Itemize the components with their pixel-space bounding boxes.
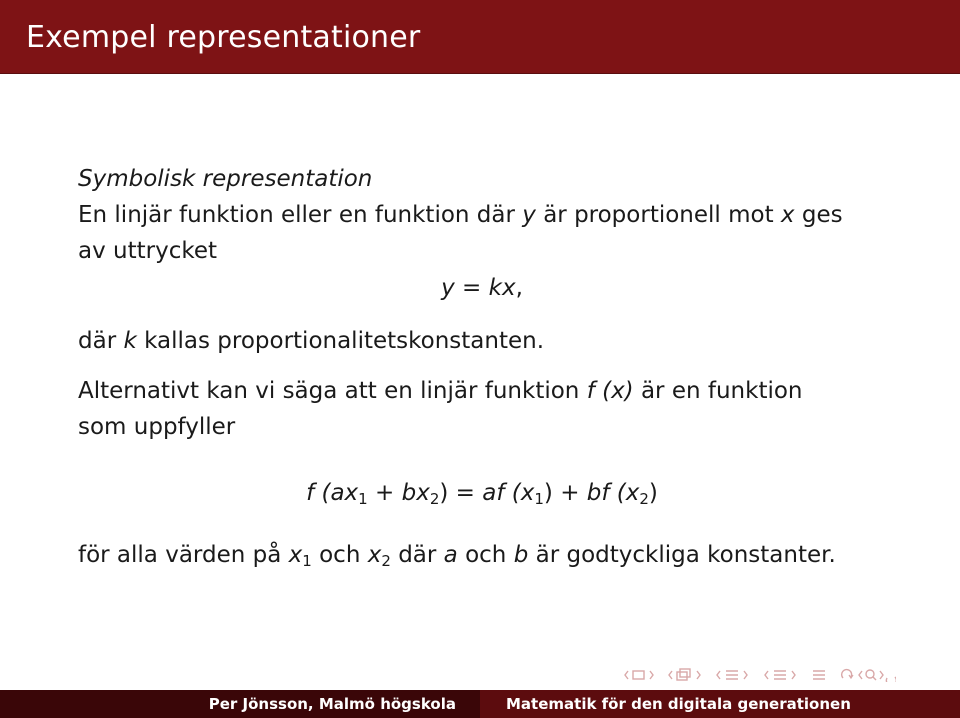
- math-var: k: [123, 328, 137, 354]
- paragraph-2: [78, 328, 544, 354]
- beamer-navigation: [624, 666, 896, 686]
- math-expr: af (x: [482, 480, 535, 506]
- footer-author: Per Jönsson, Malmö högskola: [0, 690, 480, 718]
- subscript: 1: [302, 552, 312, 570]
- paragraph-1-line-2: av uttrycket: [78, 238, 218, 264]
- slide-title: Exempel representationer: [26, 20, 421, 55]
- comma: ,: [515, 275, 523, 301]
- paragraph-1-line-1: [78, 202, 843, 228]
- paragraph-3-line-2: som uppfyller: [78, 414, 236, 440]
- subscript: 2: [381, 552, 391, 570]
- math-var: x: [780, 202, 795, 228]
- paragraph-3-line-1: [78, 378, 803, 404]
- subscript: 1: [358, 490, 368, 508]
- plus-sign: +: [367, 480, 402, 506]
- math-var: b: [513, 542, 529, 568]
- text: är en funktion: [633, 378, 803, 404]
- paragraph-4: [78, 542, 836, 570]
- nav-document-prev-next-icon[interactable]: [764, 667, 798, 686]
- nav-subsection-prev-next-icon[interactable]: [668, 667, 702, 686]
- paren: ): [648, 480, 658, 506]
- subscript: 1: [534, 490, 544, 508]
- text: Alternativt kan vi säga att en linjär funktion: [78, 378, 587, 404]
- text: ges: [794, 202, 843, 228]
- text: och: [311, 542, 368, 568]
- nav-frame-prev-next-icon[interactable]: [624, 667, 654, 686]
- math-var: kx: [488, 275, 516, 301]
- nav-appendix-icon[interactable]: [812, 667, 826, 686]
- equation-1: [78, 275, 886, 301]
- math-expr: bf (x: [586, 480, 640, 506]
- math-var: x: [367, 542, 382, 568]
- text: för alla värden på: [78, 542, 289, 568]
- math-var: y: [441, 275, 455, 301]
- text: kallas proportionalitetskonstanten.: [136, 328, 545, 354]
- text: En linjär funktion eller en funktion där: [78, 202, 523, 228]
- math-expr: f (x): [586, 378, 634, 404]
- equals-sign: =: [454, 275, 489, 301]
- math-var: y: [522, 202, 536, 228]
- math-var: a: [443, 542, 458, 568]
- text: där: [390, 542, 444, 568]
- text: och: [457, 542, 514, 568]
- plus-sign: ) +: [543, 480, 587, 506]
- subscript: 2: [429, 490, 440, 508]
- subscript: 2: [639, 490, 649, 508]
- equals-sign: ) =: [439, 480, 483, 506]
- nav-section-prev-next-icon[interactable]: [716, 667, 750, 686]
- math-expr: f (ax: [306, 480, 359, 506]
- math-expr: bx: [401, 480, 430, 506]
- footer-bar: [0, 690, 960, 718]
- text: är proportionell mot: [535, 202, 781, 228]
- nav-back-search-icon[interactable]: [840, 667, 896, 686]
- footer-course: Matematik för den digitala generationen: [480, 690, 960, 718]
- text: där: [78, 328, 124, 354]
- equation-2: [78, 480, 886, 508]
- subtitle: Symbolisk representation: [78, 166, 373, 192]
- text: är godtyckliga konstanter.: [528, 542, 836, 568]
- slide-title-bar: [0, 0, 960, 74]
- math-var: x: [288, 542, 303, 568]
